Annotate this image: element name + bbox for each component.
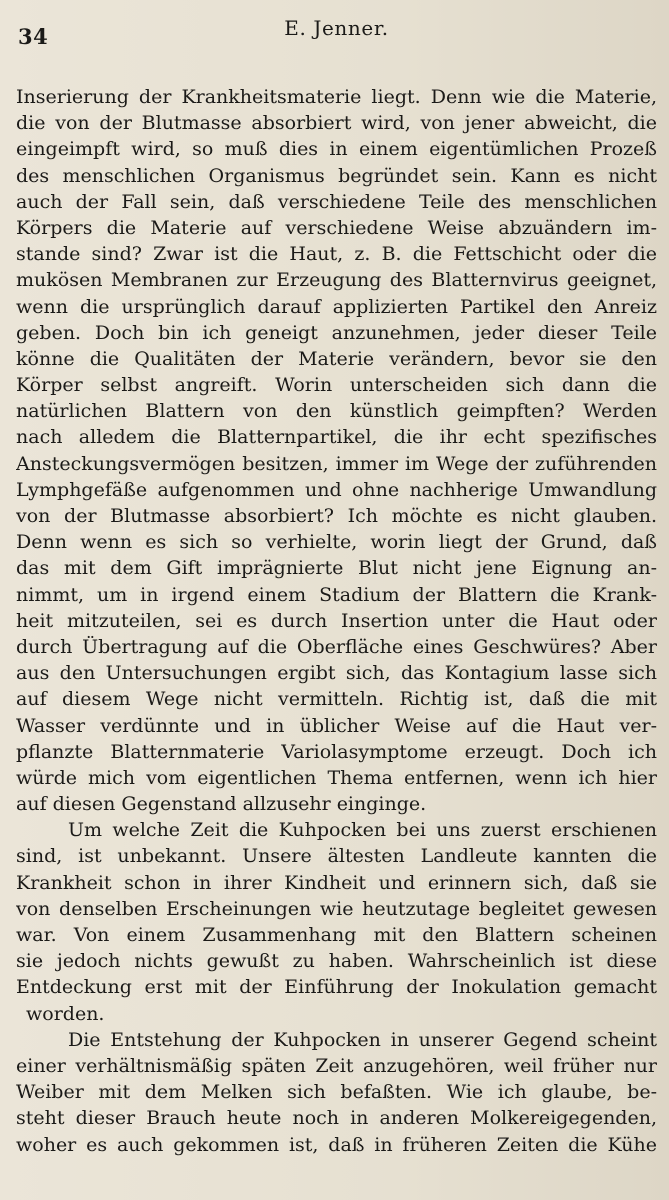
page-header [16,16,657,56]
text-line: aus den Untersuchungen ergibt sich, das Kontagium lasse sich [16,662,657,685]
text-line: eingeimpft wird, so muß dies in einem eigentümlichen Prozeß [16,138,657,161]
text-line: von denselben Erscheinungen wie heutzutage begleitet gewesen [16,897,657,920]
running-head: E. Jenner. [284,16,389,40]
text-line: die von der Blutmasse absorbiert wird, von jener abweicht, die [16,112,657,135]
text-line: wenn die ursprünglich darauf applizierten Partikel den Anreiz [16,295,657,318]
text-line: Körpers die Materie auf verschiedene Weise abzuändern im- [16,216,657,239]
paragraph-start-line: Um welche Zeit die Kuhpocken bei uns zuerst erschienen [68,819,657,842]
text-line: des menschlichen Organismus begründet sein. Kann es nicht [16,164,657,187]
text-line: Krankheit schon in ihrer Kindheit und erinnern sich, daß sie [16,871,657,894]
text-line: stande sind? Zwar ist die Haut, z. B. die Fettschicht oder die [16,243,657,266]
text-line: von der Blutmasse absorbiert? Ich möchte es nicht glauben. [16,505,657,527]
text-line: pflanzte Blatternmaterie Variolasymptome erzeugt. Doch ich [16,740,657,763]
text-line: mukösen Membranen zur Erzeugung des Blatternvirus geeignet, [16,269,657,292]
text-line: würde mich vom eigentlichen Thema entfernen, wenn ich hier [16,766,657,789]
text-line: geben. Doch bin ich geneigt anzunehmen, jeder dieser Teile [16,321,657,344]
text-line: heit mitzuteilen, sei es durch Insertion unter die Haut oder [16,609,657,632]
paragraph-start-line: Die Entstehung der Kuhpocken in unserer Gegend scheint [68,1028,657,1051]
paragraph-end-line: auf diesen Gegenstand allzusehr einginge. [16,793,427,816]
page-number: 34 [18,24,49,49]
text-line: Ansteckungsvermögen besitzen, immer im Wege der zuführenden [16,452,657,475]
text-line: sie jedoch nichts gewußt zu haben. Wahrscheinlich ist diese [16,950,657,973]
text-line: Wasser verdünnte und in üblicher Weise auf die Haut ver- [16,714,657,737]
text-line: Körper selbst angreift. Worin unterscheiden sich dann die [16,374,657,397]
text-line: steht dieser Brauch heute noch in anderen Molkereigegenden, [16,1107,657,1130]
text-line: könne die Qualitäten der Materie verändern, bevor sie den [16,347,657,370]
text-line: Lymphgefäße aufgenommen und ohne nachherige Umwandlung [16,478,657,501]
text-line: Entdeckung erst mit der Einführung der Inokulation gemacht [16,976,657,999]
text-line: das mit dem Gift imprägnierte Blut nicht jene Eignung an- [16,557,657,580]
text-line: Denn wenn es sich so verhielte, worin liegt der Grund, daß [16,531,657,554]
text-line: einer verhältnismäßig späten Zeit anzugehören, weil früher nur [16,1054,657,1077]
text-line: Weiber mit dem Melken sich befaßten. Wie ich glaube, be- [16,1081,657,1104]
text-line: woher es auch gekommen ist, daß in früheren Zeiten die Kühe [16,1133,657,1156]
text-line: nimmt, um in irgend einem Stadium der Blattern die Krank- [16,583,657,606]
body-text [16,84,657,1158]
text-line: auch der Fall sein, daß verschiedene Teile des menschlichen [16,190,657,213]
text-line: Inserierung der Krankheitsmaterie liegt. Denn wie die Materie, [16,86,657,108]
text-line: auf diesem Wege nicht vermitteln. Richtig ist, daß die mit [16,688,657,711]
text-line: nach alledem die Blatternpartikel, die ihr echt spezifisches [16,426,657,449]
paragraph-end-line: worden. [26,1002,105,1025]
text-line: natürlichen Blattern von den künstlich geimpften? Werden [16,400,657,423]
text-line: durch Übertragung auf die Oberfläche eines Geschwüres? Aber [16,635,657,658]
text-line: war. Von einem Zusammenhang mit den Blattern scheinen [16,924,657,946]
text-line: sind, ist unbekannt. Unsere ältesten Landleute kannten die [16,845,657,868]
